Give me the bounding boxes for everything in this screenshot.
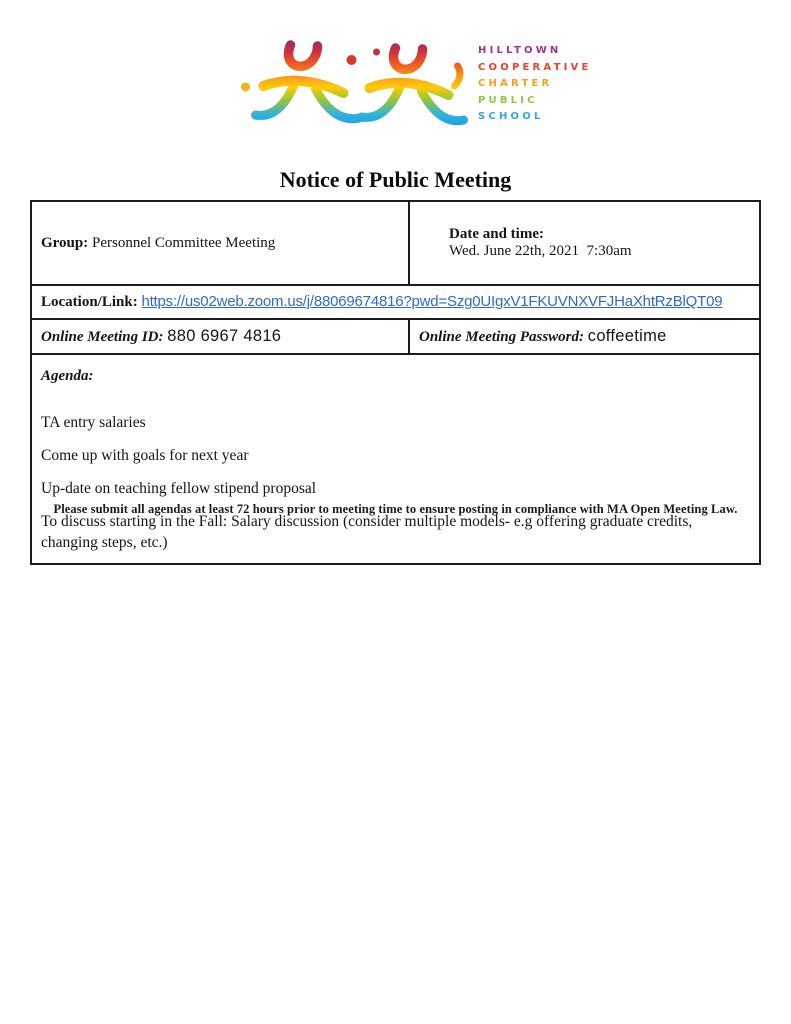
rainbow-children-logo-icon <box>232 36 470 131</box>
page-title: Notice of Public Meeting <box>279 167 512 192</box>
agenda-label: Agenda: <box>41 367 94 384</box>
password-value: coffeetime <box>587 327 667 345</box>
password-cell <box>409 319 760 354</box>
meeting-id-value: 880 6967 4816 <box>167 327 282 345</box>
group-cell <box>31 201 409 285</box>
school-name-line: CHARTER <box>478 78 553 89</box>
agenda-item: To discuss starting in the Fall: Salary discussion (consider multiple models- e.g offering graduate credits, changing steps, etc.) <box>41 512 693 551</box>
group-label: Group: <box>41 234 89 251</box>
datetime-cell <box>409 201 760 285</box>
meeting-id-label: Online Meeting ID: <box>41 329 164 345</box>
school-name-line: HILLTOWN <box>478 45 562 56</box>
location-cell <box>31 285 760 319</box>
school-logo <box>232 36 591 131</box>
school-name-line: COOPERATIVE <box>478 61 592 73</box>
school-name-line: SCHOOL <box>478 111 544 122</box>
location-label: Location/Link: <box>41 294 138 310</box>
agenda-item: Up-date on teaching fellow stipend proposal <box>41 479 317 497</box>
password-label: Online Meeting Password: <box>419 329 585 345</box>
agenda-item: Come up with goals for next year <box>41 446 249 464</box>
agenda-cell <box>31 354 760 564</box>
datetime-label: Date and time: <box>449 226 544 242</box>
zoom-meeting-link[interactable]: https://us02web.zoom.us/j/88069674816?pwd=Szg0UIgxV1FKUVNXVFJHaXhtRzBlQT09 <box>141 293 723 310</box>
compliance-note: Please submit all agendas at least 72 hours prior to meeting time to ensure posting in compliance with MA Open Meeting Law. <box>53 502 738 516</box>
table-row-id-password <box>31 319 760 354</box>
datetime-value: Wed. June 22th, 2021 7:30am <box>449 243 632 259</box>
meeting-id-cell <box>31 319 409 354</box>
school-name-line: PUBLIC <box>478 94 538 106</box>
table-row-location <box>31 285 760 319</box>
school-name <box>478 43 591 126</box>
table-row-group-date <box>31 201 760 285</box>
agenda-item: TA entry salaries <box>41 413 146 431</box>
table-row-agenda <box>31 354 760 564</box>
group-value: Personnel Committee Meeting <box>91 234 276 251</box>
